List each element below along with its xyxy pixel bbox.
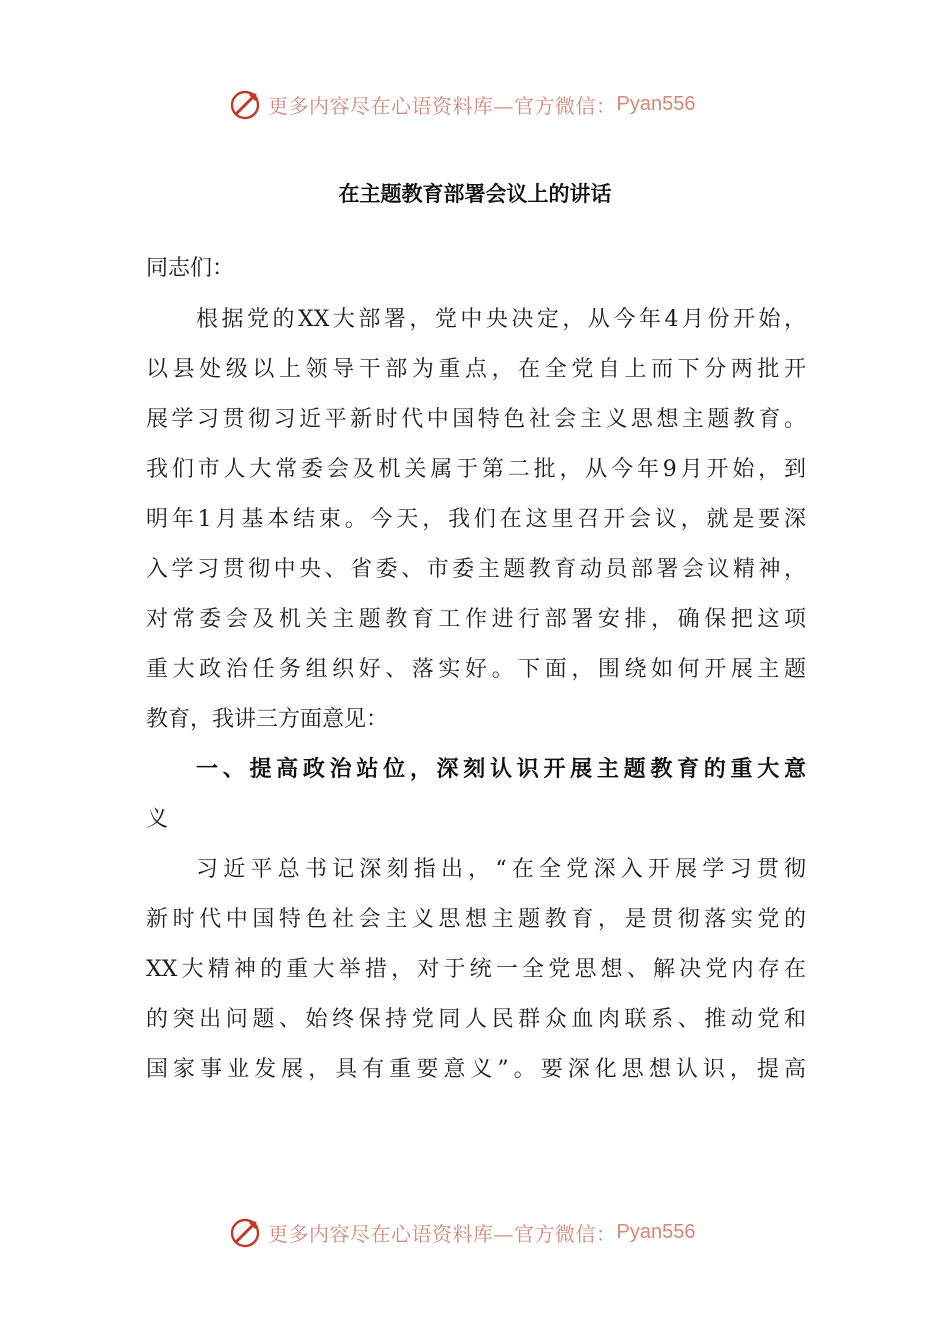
banner-account: Pyan556	[616, 92, 696, 115]
paragraph-1-line-9: 教育，我讲三方面意见：	[146, 707, 389, 732]
footer-banner	[228, 1212, 695, 1252]
paragraph-1-line-1: 根据党的XX大部署，党中央决定，从今年4月份开始，	[196, 307, 806, 332]
document-title: 在主题教育部署会议上的讲话	[338, 182, 612, 206]
paragraph-1-line-5: 明年1月基本结束。今天，我们在这里召开会议，就是要深	[146, 507, 806, 532]
paragraph-1-line-3: 展学习贯彻习近平新时代中国特色社会主义思想主题教育。	[146, 407, 806, 432]
banner-text: 更多内容尽在心语资料库—官方微信：	[268, 1221, 617, 1246]
banner-account: Pyan556	[616, 1220, 696, 1243]
paragraph-2-line-1: 习近平总书记深刻指出，“在全党深入开展学习贯彻	[196, 857, 806, 882]
paragraph-1-line-8: 重大政治任务组织好、落实好。下面，围绕如何开展主题	[146, 657, 806, 682]
header-banner	[228, 84, 695, 124]
pen-circle-logo-icon	[228, 1214, 264, 1250]
paragraph-1-line-7: 对常委会及机关主题教育工作进行部署安排，确保把这项	[146, 607, 806, 632]
paragraph-2-line-4: 的突出问题、始终保持党同人民群众血肉联系、推动党和	[146, 1007, 806, 1032]
paragraph-2-line-2: 新时代中国特色社会主义思想主题教育，是贯彻落实党的	[146, 907, 806, 932]
paragraph-1-line-2: 以县处级以上领导干部为重点，在全党自上而下分两批开	[146, 357, 806, 382]
paragraph-1-line-6: 入学习贯彻中央、省委、市委主题教育动员部署会议精神，	[146, 557, 806, 582]
salutation: 同志们：	[146, 256, 235, 281]
paragraph-1-line-4: 我们市人大常委会及机关属于第二批，从今年9月开始，到	[146, 457, 806, 482]
pen-circle-logo-icon	[228, 86, 264, 122]
section-heading-1-line-2: 义	[146, 807, 169, 832]
banner-text: 更多内容尽在心语资料库—官方微信：	[268, 93, 617, 118]
section-heading-1-line-1: 一、提高政治站位，深刻认识开展主题教育的重大意	[196, 757, 806, 782]
paragraph-2-line-3: XX大精神的重大举措，对于统一全党思想、解决党内存在	[146, 957, 806, 982]
paragraph-2-line-5: 国家事业发展，具有重要意义”。要深化思想认识，提高	[146, 1057, 806, 1082]
